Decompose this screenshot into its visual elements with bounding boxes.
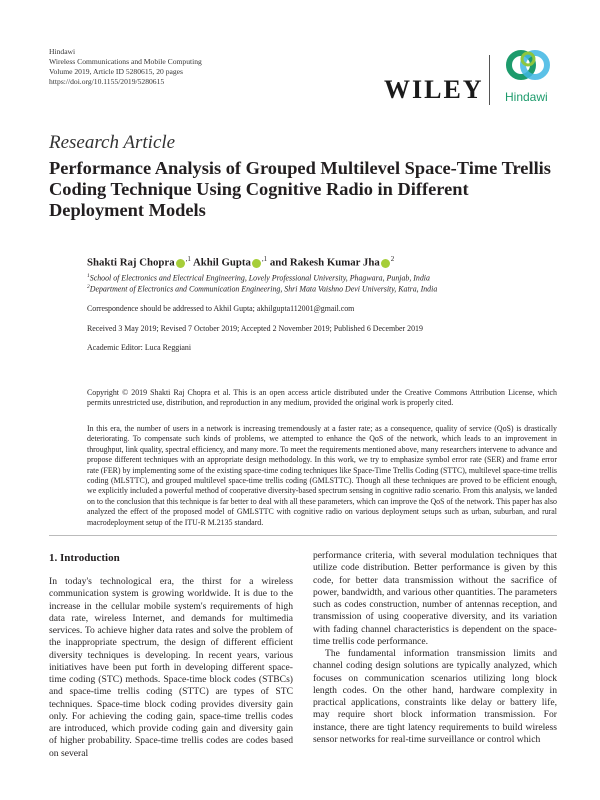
- paragraph: In today's technological era, the thirst for a wireless communication system is growing worldwide. It is due to the increase in the cellular mobile system's requirements of high data rate, wireless Internet, and demands for multimedia services. To achieve higher data rates and solve the problem of the inappropriate spectrum, the design of different efficient diversity techniques is developing. In recent years, various initiatives have been put forth in developing different space-time coding (STC) methods. Space-time block codes (STBCs) and space-time trellis coding (STTC) are types of STC techniques. Space-time block coding provides diversity gain only. For achieving the coding gain, space-time trellis codes are introduced, which provide coding gain and diversity gain of higher probability. Space-time trellis codes are codes based on several: [49, 576, 293, 759]
- author-list: [87, 255, 394, 269]
- paragraph: performance criteria, with several modulation techniques that utilize code distribution. Better performance is given by this code, for better data transmission without the sacrifice of power, bandwidth, and various other quantities. The parameters such as codes construction, number of antennas reception, and transmission of using cooperative diversity, and its variation with fading channel characteristics is dependent on the space-time trellis code performance.: [313, 550, 558, 647]
- wiley-logo: WILEY: [384, 75, 484, 104]
- right-column: [313, 550, 557, 746]
- author-affil: ,1: [261, 255, 268, 263]
- left-column: [49, 576, 293, 760]
- affiliation-1: [87, 273, 430, 283]
- orcid-icon[interactable]: [252, 259, 261, 268]
- history-dates: Received 3 May 2019; Revised 7 October 2019; Accepted 2 November 2019; Published 6 December 2019: [87, 324, 423, 333]
- copyright-notice: Copyright © 2019 Shakti Raj Chopra et al. This is an open access article distributed under the Creative Commons Attribution License, which permits unrestricted use, distribution, and reproduction in any medium, provided the original work is properly cited.: [87, 388, 557, 408]
- logo-divider: [489, 55, 490, 105]
- journal-doi[interactable]: https://doi.org/10.1155/2019/5280615: [49, 77, 165, 87]
- affiliation-number: 2: [87, 284, 90, 290]
- journal-publisher: Hindawi: [49, 47, 76, 56]
- correspondence: Correspondence should be addressed to Akhil Gupta; akhilgupta112001@gmail.com: [87, 304, 355, 313]
- abstract: In this era, the number of users in a network is increasing tremendously at a faster rate; as a consequence, quality of service (QoS) is drastically deteriorating. To compensate such kinds of problems, we attempted to enhance the QoS of the network, which leads to an improvement in throughput, link quality, spectral efficiency, and many more. To meet the requirements mentioned above, many researchers intervene to advance and propose different techniques with an appropriate design methodology. In this work, we try to emphasize symbol error rate (SER) and frame error rate (FER) by implementing some of the existing space-time coding techniques like Space-Time Trellis Coding (STTC), multilevel space-time trellis coding (MLSTTC), and grouped multilevel space-time trellis coding (GMLSTTC). Though all these techniques are proved to be efficient enough, we explicitly included a powerful method of cooperative diversity-based spectrum sensing in cognitive radio scenario. From this analysis, we landed on to the conclusion that this technique is far better to deal with all these parameters, which can improve the QoS of the network. This paper has also analyzed the effect of the proposed model of GMLSTTC with cognitive radio on various deployment setups such as urban, suburban, and rural macrodeployment setup of the ITU-R M.2135 standard.: [87, 424, 557, 527]
- author-affil: 2: [390, 255, 395, 263]
- orcid-icon[interactable]: [381, 259, 390, 268]
- journal-name: Wireless Communications and Mobile Computing: [49, 57, 202, 67]
- paper-title: Performance Analysis of Grouped Multilevel Space-Time Trellis Coding Technique Using Cognitive Radio in Different Deployment Models: [49, 158, 551, 220]
- author-name: and Rakesh Kumar Jha: [269, 256, 380, 269]
- hindawi-logo-icon: [500, 45, 556, 91]
- journal-meta: [49, 47, 202, 87]
- affiliation-text: School of Electronics and Electrical Engineering, Lovely Professional University, Phagwara, Punjab, India: [89, 273, 430, 283]
- paragraph: The fundamental information transmission limits and channel coding design solutions are typically analyzed, which focuses on communication scenarios utilizing long block length codes. On the other hand, hardware complexity in practical applications, constraints like delay or battery life, may require short block information transmission. For instance, there are tight latency requirements to build wireless sensor networks for real-time surveillance or control which: [313, 648, 557, 745]
- section-divider: [49, 535, 557, 536]
- academic-editor: Academic Editor: Luca Reggiani: [87, 343, 192, 352]
- article-type: Research Article: [49, 132, 176, 153]
- affiliation-2: [87, 284, 437, 294]
- section-heading: 1. Introduction: [49, 552, 120, 564]
- author-name: Shakti Raj Chopra: [87, 256, 175, 269]
- journal-volume: Volume 2019, Article ID 5280615, 20 pages: [49, 67, 183, 77]
- affiliation-text: Department of Electronics and Communication Engineering, Shri Mata Vaishno Devi University, Katra, India: [89, 284, 438, 294]
- orcid-icon[interactable]: [176, 259, 185, 268]
- hindawi-logo-text: Hindawi: [505, 90, 548, 104]
- author-affil: ,1: [185, 255, 191, 263]
- author-name: Akhil Gupta: [192, 256, 251, 269]
- affiliation-number: 1: [87, 273, 90, 279]
